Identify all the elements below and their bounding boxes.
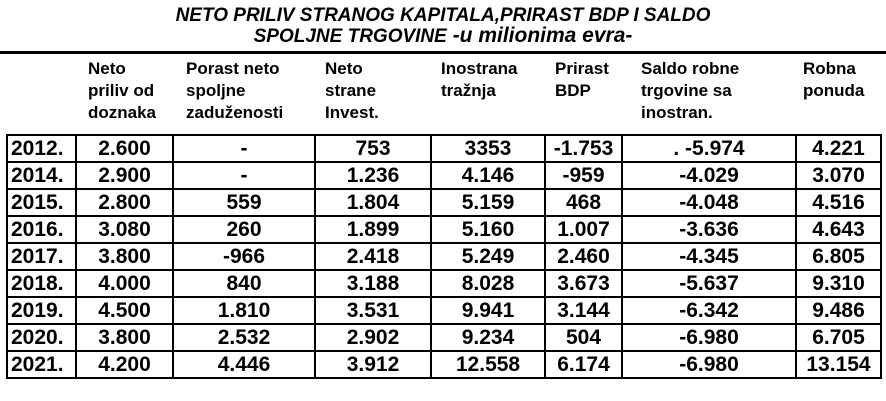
cell-neto-strane-investicije: 753 [315,135,431,162]
cell-saldo-robne-trgovine: -6.980 [622,351,796,378]
cell-year: 2021. [7,351,76,378]
header-neto-priliv-doznaka: Neto priliv od doznaka [88,59,157,122]
cell-prirast-bdp: -959 [545,162,622,189]
cell-robna-ponuda: 9.310 [796,270,881,297]
cell-prirast-bdp: 3.144 [545,297,622,324]
cell-prirast-bdp: 6.174 [545,351,622,378]
header-inostrana-traznja: Inostrana tražnja [441,59,518,100]
cell-neto-strane-investicije: 3.912 [315,351,431,378]
cell-year: 2019. [7,297,76,324]
cell-porast-zaduzenosti: 559 [173,189,315,216]
cell-neto-priliv-doznaka: 4.500 [76,297,173,324]
cell-inostrana-traznja: 5.160 [431,216,545,243]
cell-porast-zaduzenosti: 2.532 [173,324,315,351]
cell-inostrana-traznja: 5.249 [431,243,545,270]
cell-neto-strane-investicije: 1.899 [315,216,431,243]
cell-inostrana-traznja: 12.558 [431,351,545,378]
cell-year: 2012. [7,135,76,162]
cell-neto-strane-investicije: 2.418 [315,243,431,270]
cell-inostrana-traznja: 9.941 [431,297,545,324]
cell-robna-ponuda: 4.221 [796,135,881,162]
cell-saldo-robne-trgovine: -5.637 [622,270,796,297]
header-prirast-bdp: Prirast BDP [555,59,609,100]
cell-neto-priliv-doznaka: 3.800 [76,243,173,270]
header-saldo-robne-trgovine: Saldo robne trgovine sa inostran. [641,59,740,122]
page-subtitle [0,26,886,47]
cell-year: 2018. [7,270,76,297]
cell-porast-zaduzenosti: 840 [173,270,315,297]
cell-porast-zaduzenosti: -966 [173,243,315,270]
cell-year: 2017. [7,243,76,270]
cell-robna-ponuda: 6.705 [796,324,881,351]
cell-robna-ponuda: 13.154 [796,351,881,378]
cell-neto-strane-investicije: 2.902 [315,324,431,351]
cell-neto-priliv-doznaka: 2.900 [76,162,173,189]
cell-porast-zaduzenosti: 1.810 [173,297,315,324]
cell-year: 2016. [7,216,76,243]
cell-porast-zaduzenosti: 260 [173,216,315,243]
cell-saldo-robne-trgovine: -6.342 [622,297,796,324]
header-neto-strane-investicije: Neto strane Invest. [325,59,379,122]
cell-neto-strane-investicije: 1.804 [315,189,431,216]
cell-saldo-robne-trgovine: -3.636 [622,216,796,243]
header-porast-zaduzenosti: Porast neto spoljne zaduženosti [186,59,284,122]
subtitle-units: -u milionima evra- [446,24,633,47]
title-divider [0,51,886,54]
cell-prirast-bdp: 3.673 [545,270,622,297]
table-row [7,135,881,162]
cell-prirast-bdp: 468 [545,189,622,216]
cell-saldo-robne-trgovine: -4.029 [622,162,796,189]
cell-neto-strane-investicije: 3.531 [315,297,431,324]
table-row [7,351,881,378]
cell-inostrana-traznja: 8.028 [431,270,545,297]
cell-saldo-robne-trgovine: -4.048 [622,189,796,216]
cell-neto-priliv-doznaka: 4.200 [76,351,173,378]
cell-neto-priliv-doznaka: 3.800 [76,324,173,351]
cell-robna-ponuda: 9.486 [796,297,881,324]
cell-year: 2020. [7,324,76,351]
table-row [7,297,881,324]
header-robna-ponuda: Robna ponuda [803,59,865,100]
cell-inostrana-traznja: 5.159 [431,189,545,216]
cell-prirast-bdp: 504 [545,324,622,351]
table-row [7,324,881,351]
cell-neto-strane-investicije: 3.188 [315,270,431,297]
cell-saldo-robne-trgovine: . -5.974 [622,135,796,162]
cell-neto-priliv-doznaka: 2.600 [76,135,173,162]
table-row [7,216,881,243]
cell-prirast-bdp: 1.007 [545,216,622,243]
cell-saldo-robne-trgovine: -4.345 [622,243,796,270]
cell-neto-strane-investicije: 1.236 [315,162,431,189]
cell-inostrana-traznja: 9.234 [431,324,545,351]
cell-robna-ponuda: 4.643 [796,216,881,243]
cell-robna-ponuda: 3.070 [796,162,881,189]
table-row [7,162,881,189]
table-row [7,189,881,216]
cell-year: 2014. [7,162,76,189]
cell-robna-ponuda: 6.805 [796,243,881,270]
table-body [7,135,881,378]
cell-neto-priliv-doznaka: 4.000 [76,270,173,297]
page-title: NETO PRILIV STRANOG KAPITALA,PRIRAST BDP I SALDO [175,5,711,26]
cell-inostrana-traznja: 3353 [431,135,545,162]
cell-saldo-robne-trgovine: -6.980 [622,324,796,351]
cell-prirast-bdp: 2.460 [545,243,622,270]
cell-porast-zaduzenosti: - [173,135,315,162]
cell-porast-zaduzenosti: 4.446 [173,351,315,378]
data-table [6,134,882,379]
cell-inostrana-traznja: 4.146 [431,162,545,189]
subtitle-main: SPOLJNE TRGOVINE [253,26,447,47]
cell-neto-priliv-doznaka: 2.800 [76,189,173,216]
cell-porast-zaduzenosti: - [173,162,315,189]
cell-neto-priliv-doznaka: 3.080 [76,216,173,243]
table-row [7,270,881,297]
cell-robna-ponuda: 4.516 [796,189,881,216]
cell-year: 2015. [7,189,76,216]
table-row [7,243,881,270]
cell-prirast-bdp: -1.753 [545,135,622,162]
